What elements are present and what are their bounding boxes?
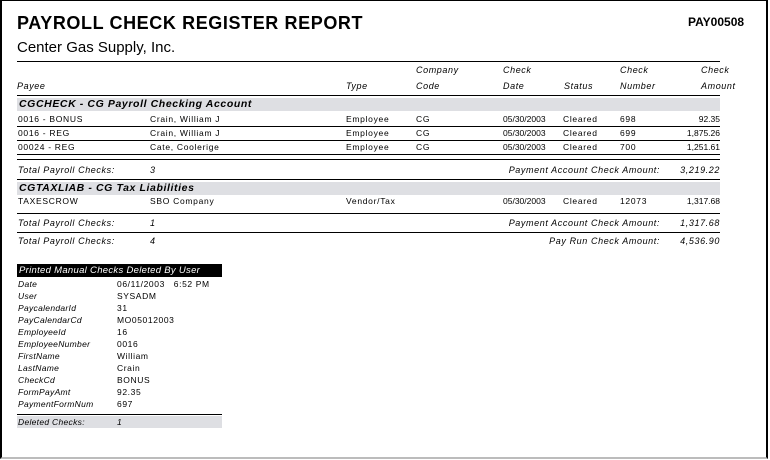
group-title: CGTAXLIAB - CG Tax Liabilities <box>19 182 195 194</box>
field-value: William <box>117 351 149 361</box>
row-status: Cleared <box>563 196 598 206</box>
row-amount: 1,251.61 <box>686 142 720 152</box>
row-date: 05/30/2003 <box>503 128 546 138</box>
row-divider <box>17 140 720 141</box>
row-number: 698 <box>620 114 637 124</box>
row-name: Cate, Coolerige <box>150 142 220 152</box>
col-amount-line2: Amount <box>701 81 736 91</box>
col-number-line2: Number <box>620 81 656 91</box>
group-total-count: 3 <box>150 165 156 175</box>
deleted-checks-title: Printed Manual Checks Deleted By User <box>19 265 201 276</box>
field-label: LastName <box>18 363 60 373</box>
group-total-divider <box>17 159 720 160</box>
group-title: CGCHECK - CG Payroll Checking Account <box>19 98 253 110</box>
row-divider <box>17 154 720 155</box>
company-name: Center Gas Supply, Inc. <box>17 39 176 56</box>
field-label: PaymentFormNum <box>18 399 94 409</box>
row-code: TAXESCROW <box>18 196 79 206</box>
col-date-line1: Check <box>503 65 532 75</box>
grand-total-label: Total Payroll Checks: <box>18 236 115 246</box>
row-code: 00024 - REG <box>18 142 76 152</box>
row-name: Crain, William J <box>150 114 221 124</box>
group-total-label: Total Payroll Checks: <box>18 218 115 228</box>
field-label: Date <box>18 279 38 289</box>
row-number: 12073 <box>620 196 648 206</box>
col-payee: Payee <box>17 81 46 91</box>
field-value: 06/11/2003 6:52 PM <box>117 279 210 289</box>
report-id: PAY00508 <box>688 15 745 29</box>
group-amount-total: 1,317.68 <box>680 218 720 228</box>
field-label: FirstName <box>18 351 60 361</box>
deleted-checks-divider <box>17 414 222 415</box>
grand-total-divider <box>17 232 720 233</box>
row-company: CG <box>416 114 431 124</box>
col-company-line2: Code <box>416 81 440 91</box>
field-value: MO05012003 <box>117 315 175 325</box>
group-amount-label: Payment Account Check Amount: <box>508 165 660 175</box>
field-label: PayCalendarCd <box>18 315 82 325</box>
row-company: CG <box>416 128 431 138</box>
group-total-label: Total Payroll Checks: <box>18 165 115 175</box>
field-value: 697 <box>117 399 133 409</box>
field-label: CheckCd <box>18 375 56 385</box>
grand-total-count: 4 <box>150 236 156 246</box>
row-type: Employee <box>346 128 390 138</box>
group-header-cgcheck <box>17 98 720 111</box>
row-name: Crain, William J <box>150 128 221 138</box>
deleted-checks-label: Deleted Checks: <box>18 417 85 427</box>
deleted-checks-header <box>17 264 222 277</box>
group-total-divider <box>17 213 720 214</box>
field-value: 92.35 <box>117 387 142 397</box>
col-amount-line1: Check <box>701 65 730 75</box>
row-divider <box>17 126 720 127</box>
row-amount: 1,875.26 <box>686 128 720 138</box>
row-type: Vendor/Tax <box>346 196 396 206</box>
row-name: SBO Company <box>150 196 215 206</box>
pay-run-amount-label: Pay Run Check Amount: <box>549 236 660 246</box>
group-amount-total: 3,219.22 <box>680 165 720 175</box>
field-label: FormPayAmt <box>18 387 71 397</box>
pay-run-amount: 4,536.90 <box>680 236 720 246</box>
col-number-line1: Check <box>620 65 649 75</box>
row-type: Employee <box>346 114 390 124</box>
field-value: SYSADM <box>117 291 157 301</box>
row-number: 700 <box>620 142 637 152</box>
row-status: Cleared <box>563 142 598 152</box>
col-type: Type <box>346 81 368 91</box>
field-value: 31 <box>117 303 128 313</box>
row-type: Employee <box>346 142 390 152</box>
row-status: Cleared <box>563 128 598 138</box>
field-value: BONUS <box>117 375 151 385</box>
field-value: 16 <box>117 327 128 337</box>
col-date-line2: Date <box>503 81 525 91</box>
field-value: 0016 <box>117 339 139 349</box>
row-date: 05/30/2003 <box>503 196 546 206</box>
deleted-checks-count: 1 <box>117 417 123 427</box>
row-status: Cleared <box>563 114 598 124</box>
row-code: 0016 - BONUS <box>18 114 84 124</box>
row-amount: 92.35 <box>698 114 720 124</box>
row-company: CG <box>416 142 431 152</box>
group-header-cgtaxliab <box>17 182 720 195</box>
col-company-line1: Company <box>416 65 459 75</box>
field-label: EmployeeNumber <box>18 339 91 349</box>
group-divider <box>17 179 720 180</box>
field-label: User <box>18 291 38 301</box>
header-divider <box>17 61 720 62</box>
row-number: 699 <box>620 128 637 138</box>
row-date: 05/30/2003 <box>503 114 546 124</box>
row-date: 05/30/2003 <box>503 142 546 152</box>
group-total-count: 1 <box>150 218 156 228</box>
report-title: PAYROLL CHECK REGISTER REPORT <box>17 13 364 33</box>
row-amount: 1,317.68 <box>686 196 720 206</box>
column-header-divider <box>17 95 720 96</box>
row-code: 0016 - REG <box>18 128 70 138</box>
field-value: Crain <box>117 363 141 373</box>
group-amount-label: Payment Account Check Amount: <box>508 218 660 228</box>
field-label: EmployeeId <box>18 327 66 337</box>
col-status: Status <box>564 81 594 91</box>
field-label: PaycalendarId <box>18 303 77 313</box>
